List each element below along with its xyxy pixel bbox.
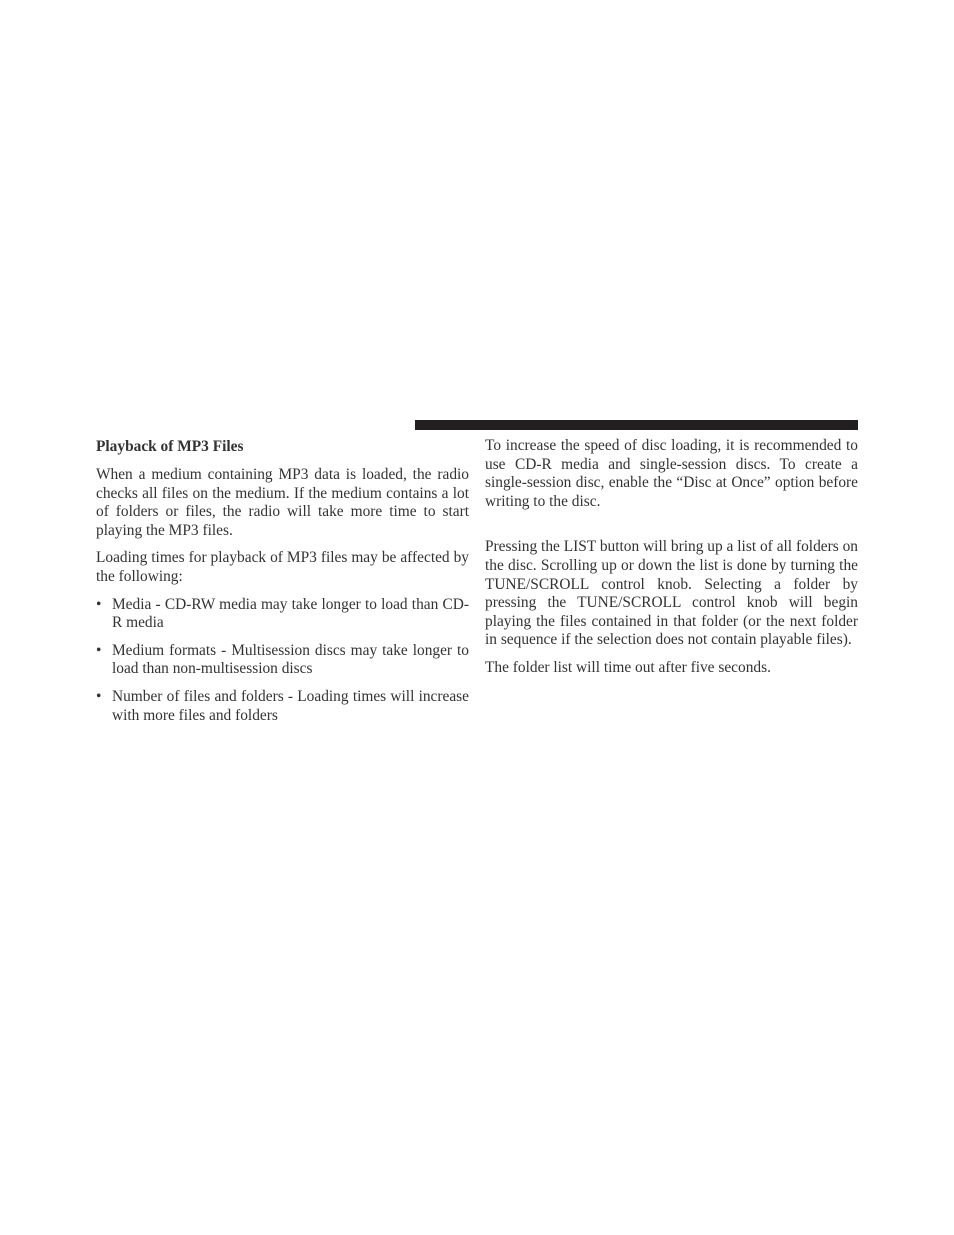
section-heading: Playback of MP3 Files	[96, 438, 244, 455]
list-item-text: Medium formats - Multisession discs may take longer to load than non-multisession discs	[112, 641, 469, 678]
bullet-icon: •	[96, 595, 102, 613]
right-column	[485, 437, 858, 687]
list-item	[96, 642, 469, 679]
paragraph-loading-factors: Loading times for playback of MP3 files may be affected by the following:	[96, 549, 469, 585]
section-header-rule	[415, 420, 858, 430]
loading-factors-list	[96, 596, 469, 726]
bullet-icon: •	[96, 641, 102, 659]
list-item	[96, 596, 469, 633]
list-item	[96, 688, 469, 725]
paragraph-list-button: Pressing the LIST button will bring up a list of all folders on the disc. Scrolling up or down the list is done by turning the TUNE/SCROLL control knob. Selecting a folder by pressing the TUNE/SCROLL control knob will begin playing the files contained in that folder (or the next folder in sequence if the selection does not contain playable files).	[485, 538, 858, 649]
list-item-text: Media - CD-RW media may take longer to load than CD-R media	[112, 595, 469, 632]
paragraph-spacer	[485, 520, 858, 538]
bullet-icon: •	[96, 687, 102, 705]
paragraph-mp3-loading: When a medium containing MP3 data is loaded, the radio checks all files on the medium. If the medium contains a lot of folders or files, the radio will take more time to start playing the MP3 files.	[96, 466, 469, 539]
left-column	[96, 437, 469, 734]
list-item-text: Number of files and folders - Loading times will increase with more files and folders	[112, 687, 469, 724]
paragraph-folder-timeout: The folder list will time out after five seconds.	[485, 658, 771, 676]
paragraph-disc-speed: To increase the speed of disc loading, it is recommended to use CD-R media and single-session discs. To create a single-session disc, enable the “Disc at Once” option before writing to the disc.	[485, 437, 858, 510]
